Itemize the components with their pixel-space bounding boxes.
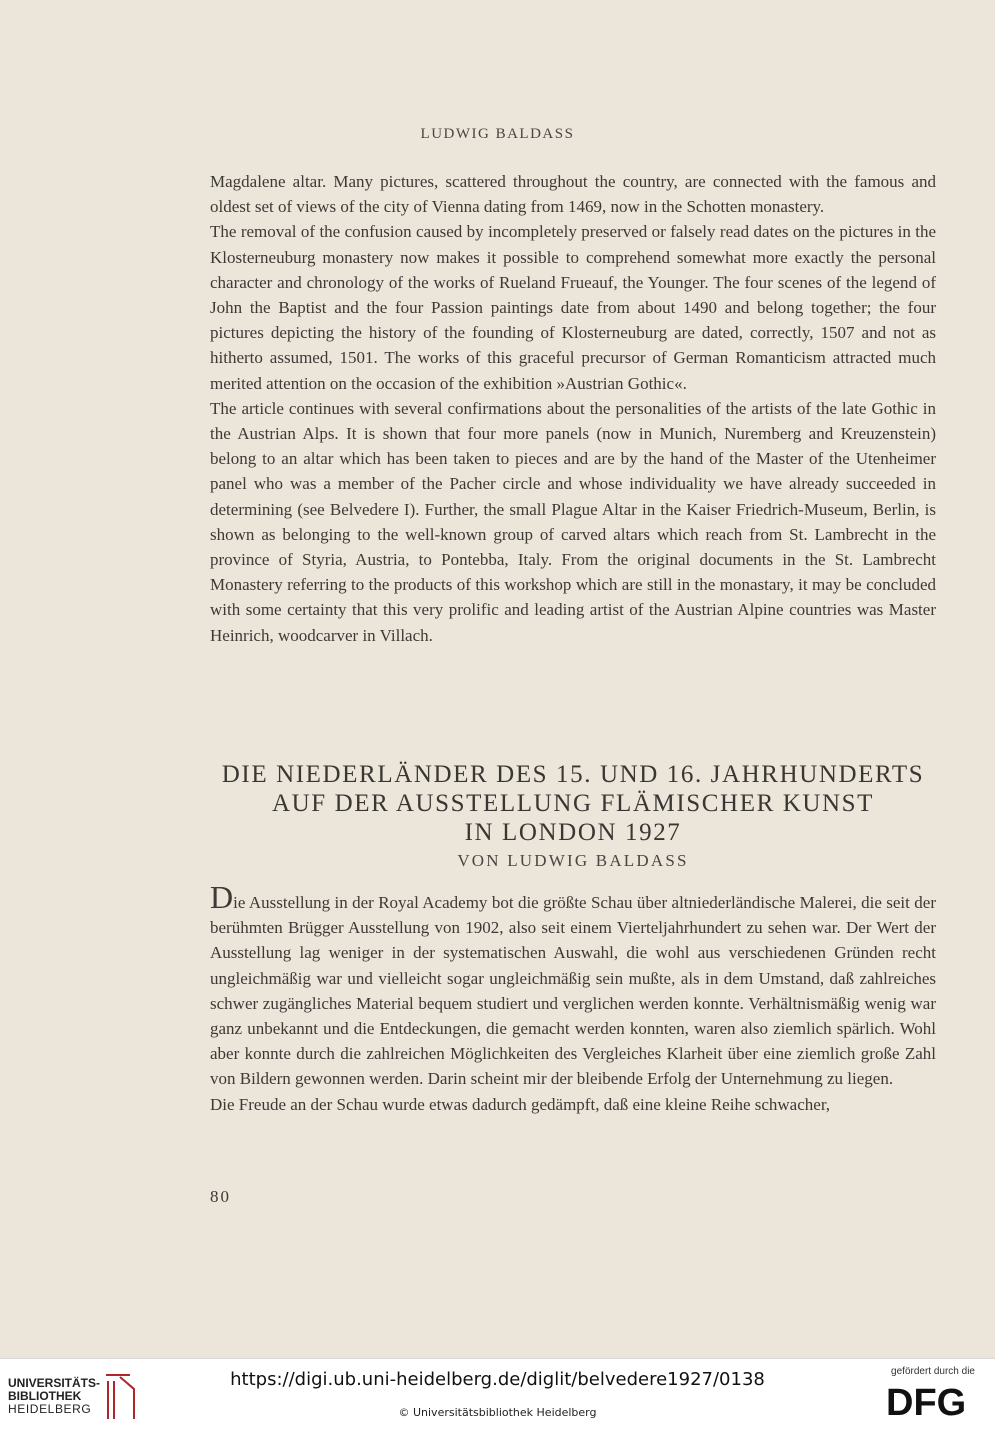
paragraph bbox=[210, 879, 936, 1092]
byline: VON LUDWIG BALDASS bbox=[457, 851, 689, 870]
logo-text: HEIDELBERG bbox=[8, 1402, 92, 1416]
german-text bbox=[210, 879, 936, 1117]
paragraph: Magdalene altar. Many pictures, scattered throughout the country, are connected with the famous and oldest set of views of the city of Vienna dating from 1469, now in the Schotten monastery. bbox=[210, 172, 936, 217]
title-line: DIE NIEDERLÄNDER DES 15. UND 16. JAHRHUNDERTS bbox=[221, 761, 925, 788]
title-line: AUF DER AUSSTELLUNG FLÄMISCHER KUNST bbox=[271, 790, 875, 817]
english-summary bbox=[210, 169, 936, 648]
article-title bbox=[200, 760, 946, 847]
drop-cap: D bbox=[210, 879, 234, 915]
logo-text: UNIVERSITÄTS- bbox=[8, 1376, 101, 1390]
title-line: IN LONDON 1927 bbox=[464, 819, 682, 846]
logo-text: BIBLIOTHEK bbox=[8, 1389, 82, 1403]
copyright-notice: © Universitätsbibliothek Heidelberg bbox=[398, 1406, 597, 1419]
paragraph: The removal of the confusion caused by incompletely preserved or falsely read dates on the pictures in the Klosterneuburg monastery now makes it possible to comprehend somewhat more exactly the personal character and chronology of the works of Rueland Frueauf, the Younger. The four scenes of the legend of John the Baptist and the four Passion paintings date from about 1490 and belong together; the four pictures depicting the history of the founding of Klosterneuburg are dated, correctly, 1507 and not as hitherto assumed, 1501. The works of this graceful precursor of German Romanticism attracted much merited attention on the occasion of the exhibition »Austrian Gothic«. bbox=[210, 222, 936, 393]
paragraph: Die Freude an der Schau wurde etwas dadurch gedämpft, daß eine kleine Reihe schwacher, bbox=[210, 1094, 831, 1114]
paragraph-text: ie Ausstellung in der Royal Academy bot die größte Schau über altniederländische Malerei, die seit der berühmten Brügger Ausstellung von 1902, also seit einem Vierteljahrhundert zu sehen war. Der Wert der Ausstellung lag weniger in der systematischen Auswahl, die wohl aus verschiedenen Gründen recht ungleichmäßig war und vielleicht sogar ungleichmäßig sein mußte, als in dem Umstand, daß zahlreiches schwer zugängliches Material bequem studiert und verglichen werden konnte. Verhältnismäßig wenig war ganz unbekannt und die Entdeckungen, die gemacht werden konnten, waren also ziemlich spärlich. Wohl aber konnte durch die zahlreichen Möglichkeiten des Vergleiches Klarheit über eine ziemlich große Zahl von Bildern gewonnen werden. Darin scheint mir der bleibende Erfolg der Unternehmung zu liegen. bbox=[210, 893, 936, 1089]
viewer-footer bbox=[0, 1358, 995, 1429]
page-number: 80 bbox=[210, 1187, 231, 1206]
dfg-logo-icon[interactable] bbox=[886, 1379, 981, 1419]
dfg-logo-text: DFG bbox=[886, 1382, 967, 1419]
paragraph: The article continues with several confirmations about the personalities of the artists of the late Gothic in the Austrian Alps. It is shown that four more panels (now in Munich, Nuremberg and Kreuzenstein) belong to an altar which has been taken to pieces and are by the hand of the Master of the Utenheimer panel who was a member of the Pacher circle and whose individuality we have already succeeded in determining (see Belvedere I). Further, the small Plague Altar in the Kaiser Friedrich-Museum, Berlin, is shown as belonging to the well-known group of carved altars which reach from St. Lambrecht in the province of Styria, Austria, to Pontebba, Italy. From the original documents in the St. Lambrecht Monastery referring to the products of this workshop which are still in the monastary, it may be concluded with some certainty that this very prolific and leading artist of the Austrian Alpine countries was Master Heinrich, woodcarver in Villach. bbox=[210, 398, 936, 645]
funding-note: gefördert durch die bbox=[891, 1366, 975, 1377]
running-head: LUDWIG BALDASS bbox=[420, 126, 575, 142]
permalink[interactable]: https://digi.ub.uni-heidelberg.de/diglit/belvedere1927/0138 bbox=[230, 1369, 765, 1390]
